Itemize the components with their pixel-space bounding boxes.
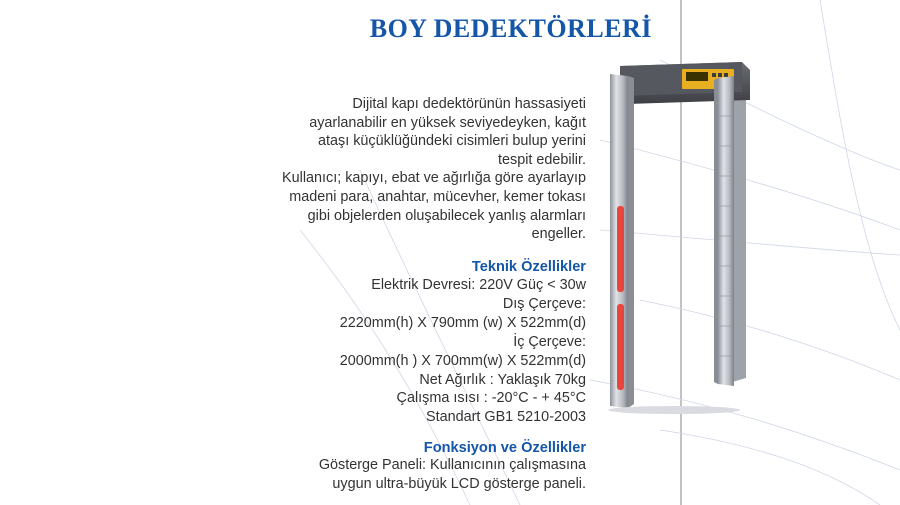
spec-line: Dış Çerçeve: [502,295,586,312]
function-line: uygun ultra-büyük LCD gösterge paneli. [332,475,586,492]
intro-line: engeller. [531,226,586,243]
spec-line: Standart GB1 5210-2003 [425,409,586,426]
alarm-strip-lower [617,304,624,390]
spec-line: 2000mm(h ) X 700mm(w) X 522mm(d) [339,352,586,369]
intro-line: ataşı küçüklüğündeki cisimleri bulup yerini [318,133,586,150]
indicator-light [724,73,728,77]
intro-line: madeni para, anahtar, mücevher, kemer tokası [289,188,586,205]
technical-specs-heading: Teknik Özellikler [471,259,586,275]
technical-specs-list [340,276,586,427]
display-screen [686,72,708,81]
function-line: Gösterge Paneli: Kullanıcının çalışmasına [318,457,586,473]
intro-line: tespit edebilir. [498,151,586,168]
intro-line: Kullanıcı; kapıyı, ebat ve ağırlığa göre ayarlayıp [282,170,586,187]
indicator-light [718,73,722,77]
intro-paragraph [282,95,586,244]
decor-curve [660,430,880,505]
functions-heading: Fonksiyon ve Özellikler [423,440,586,456]
intro-line: Dijital kapı dedektörünün hassasiyeti [352,96,586,112]
right-pillar-side [714,78,718,384]
left-pillar-side [628,76,634,408]
floor-shadow [608,406,740,414]
functions-list [319,456,586,494]
page-title: BOY DEDEKTÖRLERİ [369,14,652,43]
spec-line: 2220mm(h) X 790mm (w) X 522mm(d) [339,314,586,331]
rear-pillar [732,70,746,382]
alarm-strip-upper [617,206,624,292]
intro-line: ayarlanabilir en yüksek seviyedeyken, kağıt [309,114,586,131]
spec-line: İç Çerçeve: [513,333,586,350]
spec-line: Elektrik Devresi: 220V Güç < 30w [371,277,586,293]
spec-line: Çalışma ısısı : -20°C - + 45°C [396,390,586,407]
intro-line: gibi objelerden oluşabilecek yanlış alarmları [307,207,586,224]
decor-curve [820,0,900,330]
walk-through-metal-detector-image [604,56,754,416]
right-pillar [718,76,734,386]
indicator-light [712,73,716,77]
spec-line: Net Ağırlık : Yaklaşık 70kg [419,371,586,388]
